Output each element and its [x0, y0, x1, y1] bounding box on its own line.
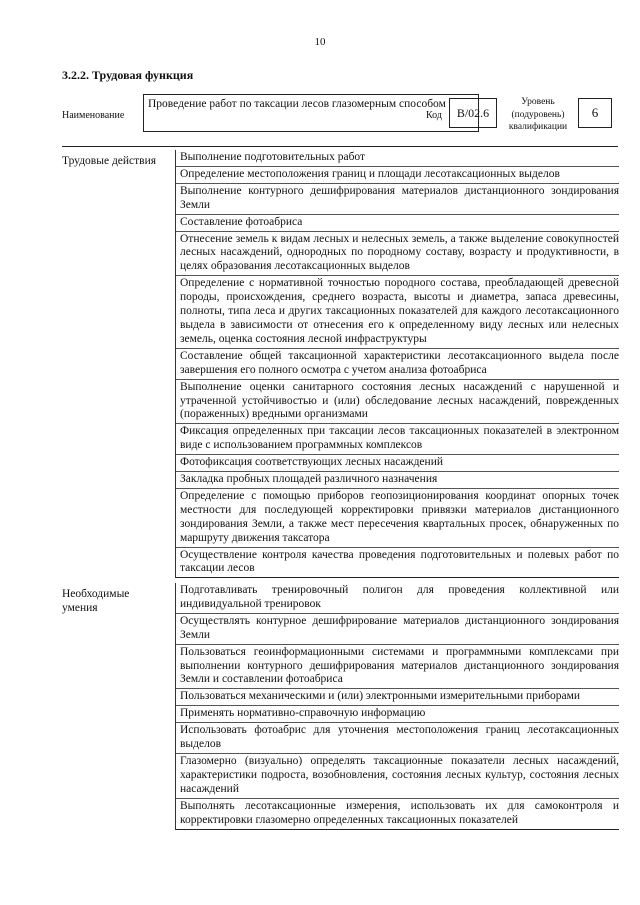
labor-action-item: Отнесение земель к видам лесных и нелесных земель, а также выделение совокупностей лесных насаждений, однородных по породному составу, возрасту и продуктивности, в целях образования лесотаксационных выделов: [176, 232, 619, 277]
name-label: Наименование: [62, 110, 125, 121]
labor-action-item: Фотофиксация соответствующих лесных насаждений: [176, 455, 619, 472]
page-number: 10: [314, 36, 326, 48]
qualification-level-value: 6: [578, 98, 612, 128]
labor-action-item: Выполнение подготовительных работ: [176, 150, 619, 167]
labor-action-item: Определение с нормативной точностью породного состава, преобладающей древесной породы, происхождения, среднего возраста, высоты и диаметра, запаса древесины, полноты, типа леса и других таксационных показателей для каждого лесотаксационного выдела в зависимости от отнесения его к определенному виду лесных или нелесных земель, оценка состояния лесной инфраструктуры: [176, 276, 619, 349]
skill-item: Применять нормативно-справочную информацию: [176, 706, 619, 723]
header-divider: [62, 146, 618, 147]
qualification-level-label: Уровень (подуровень) квалификации: [508, 97, 568, 132]
skills-label: Необходимые умения: [62, 588, 130, 614]
section-title: 3.2.2. Трудовая функция: [62, 68, 194, 82]
labor-actions-list: [175, 150, 619, 578]
labor-action-item: Определение местоположения границ и площади лесотаксационных выделов: [176, 167, 619, 184]
labor-action-item: Закладка пробных площадей различного назначения: [176, 472, 619, 489]
labor-action-item: Выполнение оценки санитарного состояния лесных насаждений с нарушенной и утраченной устойчивостью и (или) обследование лесных насаждений, поврежденных (пораженных) вредными организмами: [176, 380, 619, 425]
function-header: [62, 94, 618, 138]
skill-item: Осуществлять контурное дешифрирование материалов дистанционного зондирования Земли: [176, 614, 619, 645]
skill-item: Пользоваться геоинформационными системами и программными комплексами при выполнении контурного дешифрирования материалов дистанционного зондирования Земли и составлении фотоабриса: [176, 645, 619, 690]
skill-item: Глазомерно (визуально) определять таксационные показатели лесных насаждений, характеристики подроста, возобновления, состояния лесных культур, состояния лесных насаждений: [176, 754, 619, 799]
labor-action-item: Фиксация определенных при таксации лесов таксационных показателей в электронном виде с использованием программных комплексов: [176, 424, 619, 455]
skill-item: Выполнять лесотаксационные измерения, использовать их для самоконтроля и корректировки глазомерно определенных таксационных показателей: [176, 799, 619, 830]
code-label: Код: [426, 110, 442, 121]
labor-action-item: Осуществление контроля качества проведения подготовительных и полевых работ по таксации лесов: [176, 548, 619, 579]
labor-action-item: Составление общей таксационной характеристики лесотаксационного выдела после завершения его полного осмотра с учетом анализа фотоабриса: [176, 349, 619, 380]
function-code-value: В/02.6: [449, 98, 497, 128]
labor-action-item: Выполнение контурного дешифрирования материалов дистанционного зондирования Земли: [176, 184, 619, 215]
function-name-value: Проведение работ по таксации лесов глазомерным способом: [143, 94, 479, 132]
labor-action-item: Составление фотоабриса: [176, 215, 619, 232]
labor-actions-label: Трудовые действия: [62, 155, 157, 167]
skill-item: Подготавливать тренировочный полигон для проведения коллективной или индивидуальной тренировок: [176, 583, 619, 614]
skill-item: Использовать фотоабрис для уточнения местоположения границ лесотаксационных выделов: [176, 723, 619, 754]
skill-item: Пользоваться механическими и (или) электронными измерительными приборами: [176, 689, 619, 706]
skills-list: [175, 583, 619, 830]
labor-action-item: Определение с помощью приборов геопозиционирования координат опорных точек местности для последующей корректировки привязки материалов дистанционного зондирования Земли, а также мест пересечения квартальных просек, обнаруженных по маршруту движения таксатора: [176, 489, 619, 548]
